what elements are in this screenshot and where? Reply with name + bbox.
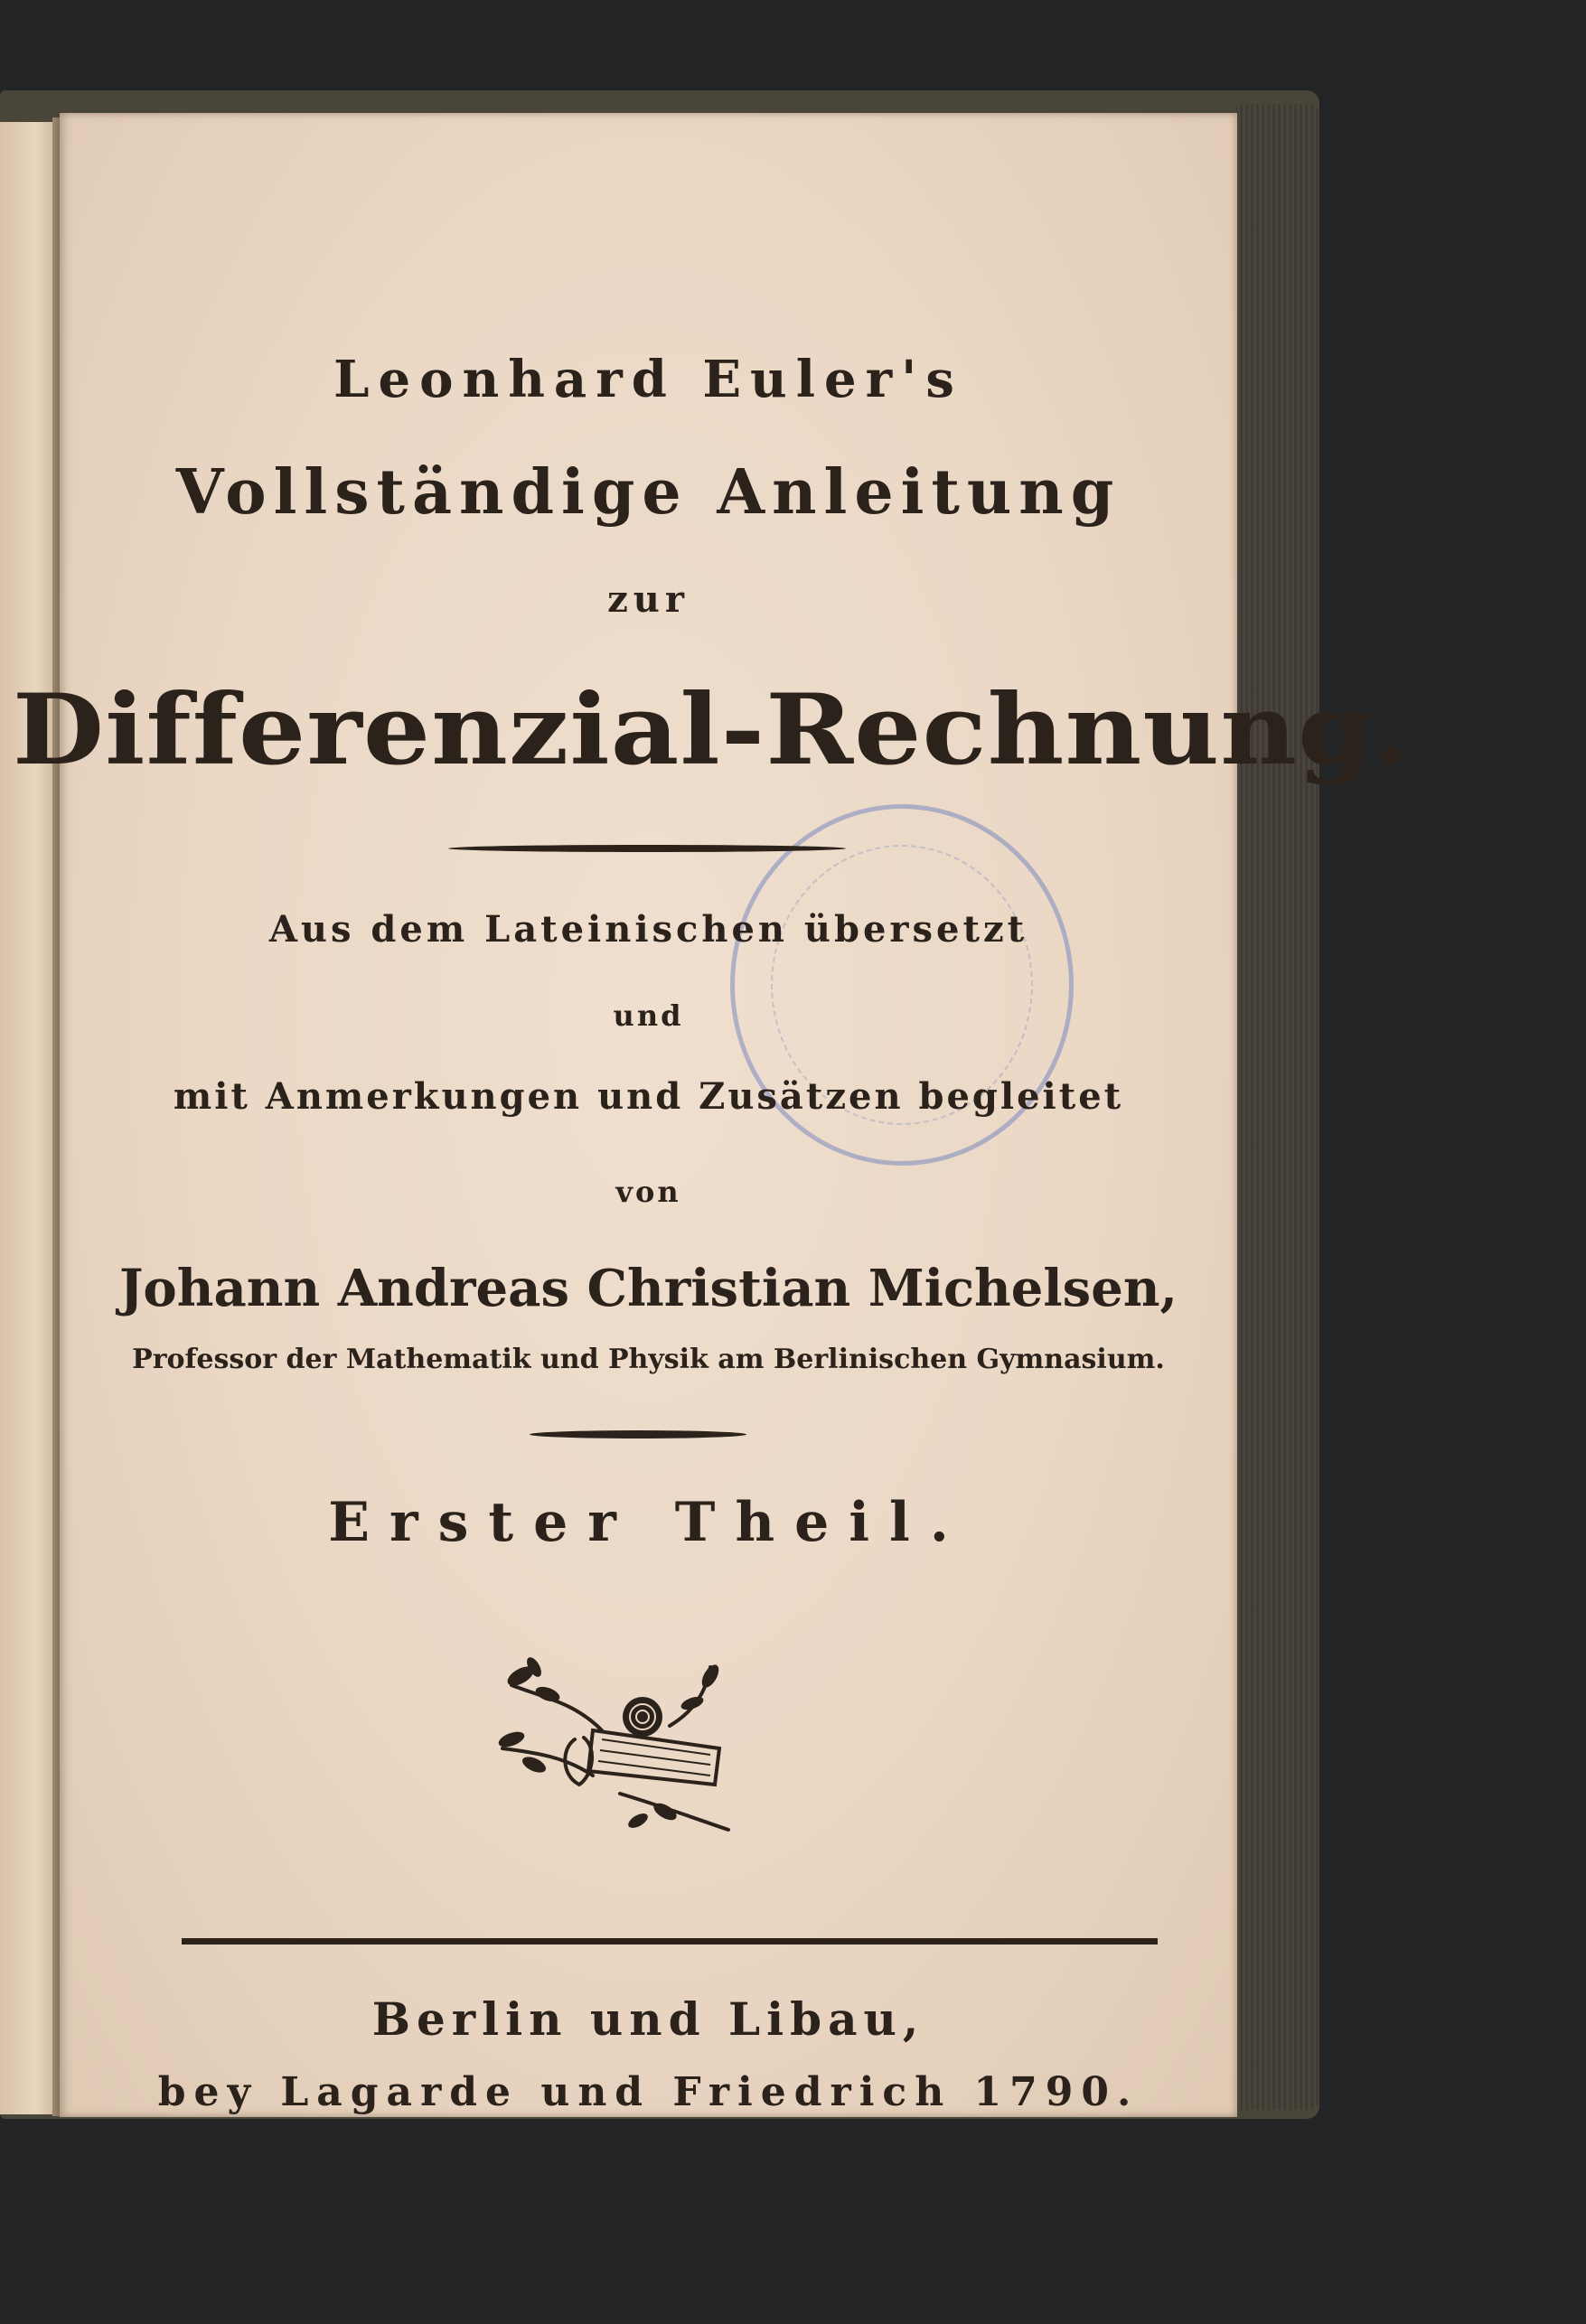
imprint-publisher: bey Lagarde und Friedrich 1790. (157, 2069, 1140, 2115)
translator-name: Johann Andreas Christian Michelsen, (118, 1259, 1178, 1318)
part-label: Erster Theil. (328, 1491, 969, 1554)
subtitle-line-2: und (613, 998, 684, 1033)
subtitle-line-1: Aus dem Lateinischen übersetzt (268, 908, 1028, 951)
scroll-and-rose-ornament-icon (484, 1649, 774, 1839)
main-title: Differenzial-Rechnung. (12, 673, 1411, 787)
author-line: Leonhard Euler's (333, 350, 963, 409)
divider-rule-middle (530, 1430, 746, 1438)
title-page (12, 113, 1411, 2117)
translator-title: Professor der Mathematik und Physik am Berlinischen Gymnasium. (132, 1344, 1165, 1375)
facing-page-edge (0, 122, 60, 2114)
by-line: von (615, 1175, 681, 1209)
book-spine (1236, 104, 1319, 2110)
divider-rule-top (448, 845, 846, 852)
title-line-1: Vollständige Anleitung (175, 456, 1121, 529)
subtitle-line-3: mit Anmerkungen und Zusätzen begleitet (173, 1075, 1124, 1118)
imprint-place: Berlin und Libau, (371, 1992, 925, 2046)
divider-rule-bottom (182, 1938, 1158, 1944)
title-line-2: zur (607, 578, 690, 621)
